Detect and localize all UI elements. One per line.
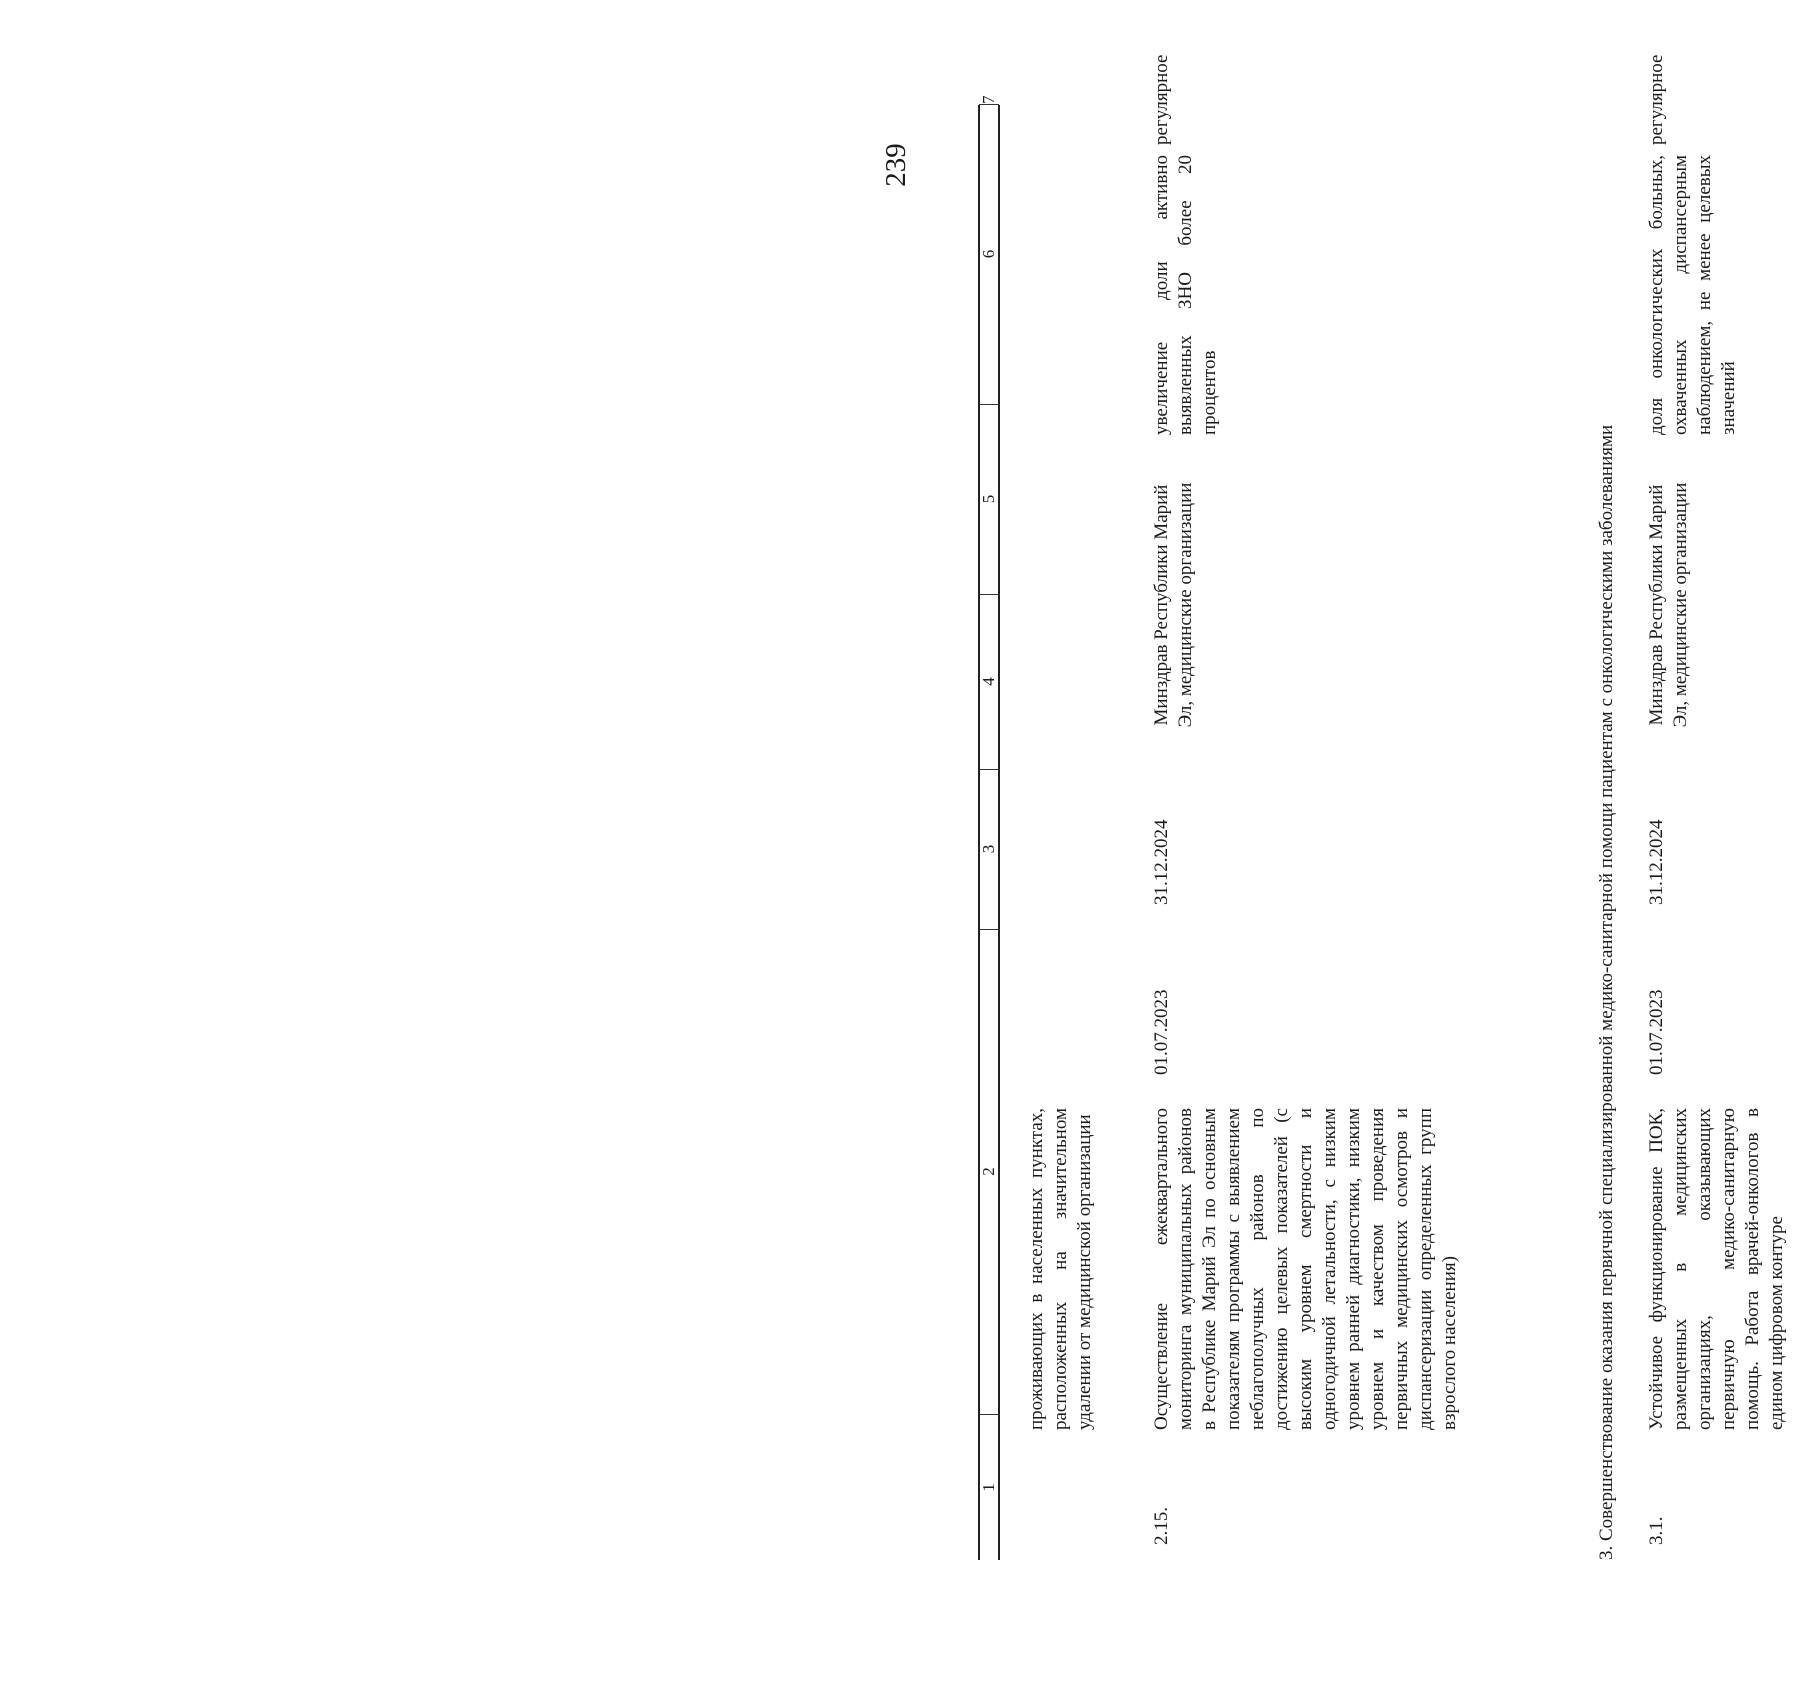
column-header-4: 4 (979, 594, 999, 770)
column-header-1: 1 (979, 1483, 998, 1492)
column-header-row (978, 95, 1000, 1560)
row-3-1-responsible: Минздрав Республики Марий Эл, медицинские организации (1646, 482, 1691, 728)
row-2-15-type: регулярное (1151, 54, 1172, 145)
row-3-1-number: 3.1. (1646, 1516, 1667, 1545)
row-2-15-number: 2.15. (1151, 1507, 1172, 1545)
row-2-15-result: увеличение доли активно выявленных ЗНО более 20 процентов (1151, 155, 1220, 435)
column-header-2: 2 (979, 929, 999, 1415)
column-header-7: 7 (979, 95, 998, 104)
row-2-15-responsible: Минздрав Республики Марий Эл, медицинские организации (1151, 482, 1196, 728)
row-2-15-end-date: 31.12.2024 (1151, 819, 1172, 905)
row-2-15-description: Осуществление ежеквартального мониторинга муниципальных районов в Республике Марий Эл по основным показателям программы с выявлением неблагополучных районов по достижению целевых показателей (с высоким уровнем смертности и одногодичной летальности, с низким уровнем ранней диагностики, низким уровнем и качеством проведения первичных медицинских осмотров и диспансеризации определенных групп взрослого населения) (1151, 1108, 1460, 1430)
row-2-15-start-date: 01.07.2023 (1151, 989, 1172, 1075)
rotated-sheet (880, 54, 1800, 1590)
column-header-3: 3 (979, 769, 999, 930)
row-continuation-description: проживающих в населенных пунктах, расположенных на значительном удалении от медицинской организации (1026, 1108, 1095, 1430)
column-header-5: 5 (979, 404, 999, 595)
column-header-6: 6 (979, 104, 999, 405)
page-number: 239 (880, 143, 912, 187)
section-3-title: 3. Совершенствование оказания первичной специализированной медико-санитарной помощи пациентам с онкологическими заболеваниями (1596, 424, 1617, 1560)
row-3-1-start-date: 01.07.2023 (1646, 989, 1667, 1075)
row-3-1-description: Устойчивое функционирование ПОК, размещенных в медицинских организациях, оказывающих первичную медико-санитарную помощь. Работа врачей-онкологов в едином цифровом контуре (1646, 1108, 1787, 1430)
row-3-1-type: регулярное (1646, 54, 1667, 145)
row-3-1-end-date: 31.12.2024 (1646, 819, 1667, 905)
row-3-1-result: доля онкологических больных, охваченных диспансерным наблюдением, не менее целевых значений (1646, 155, 1739, 435)
